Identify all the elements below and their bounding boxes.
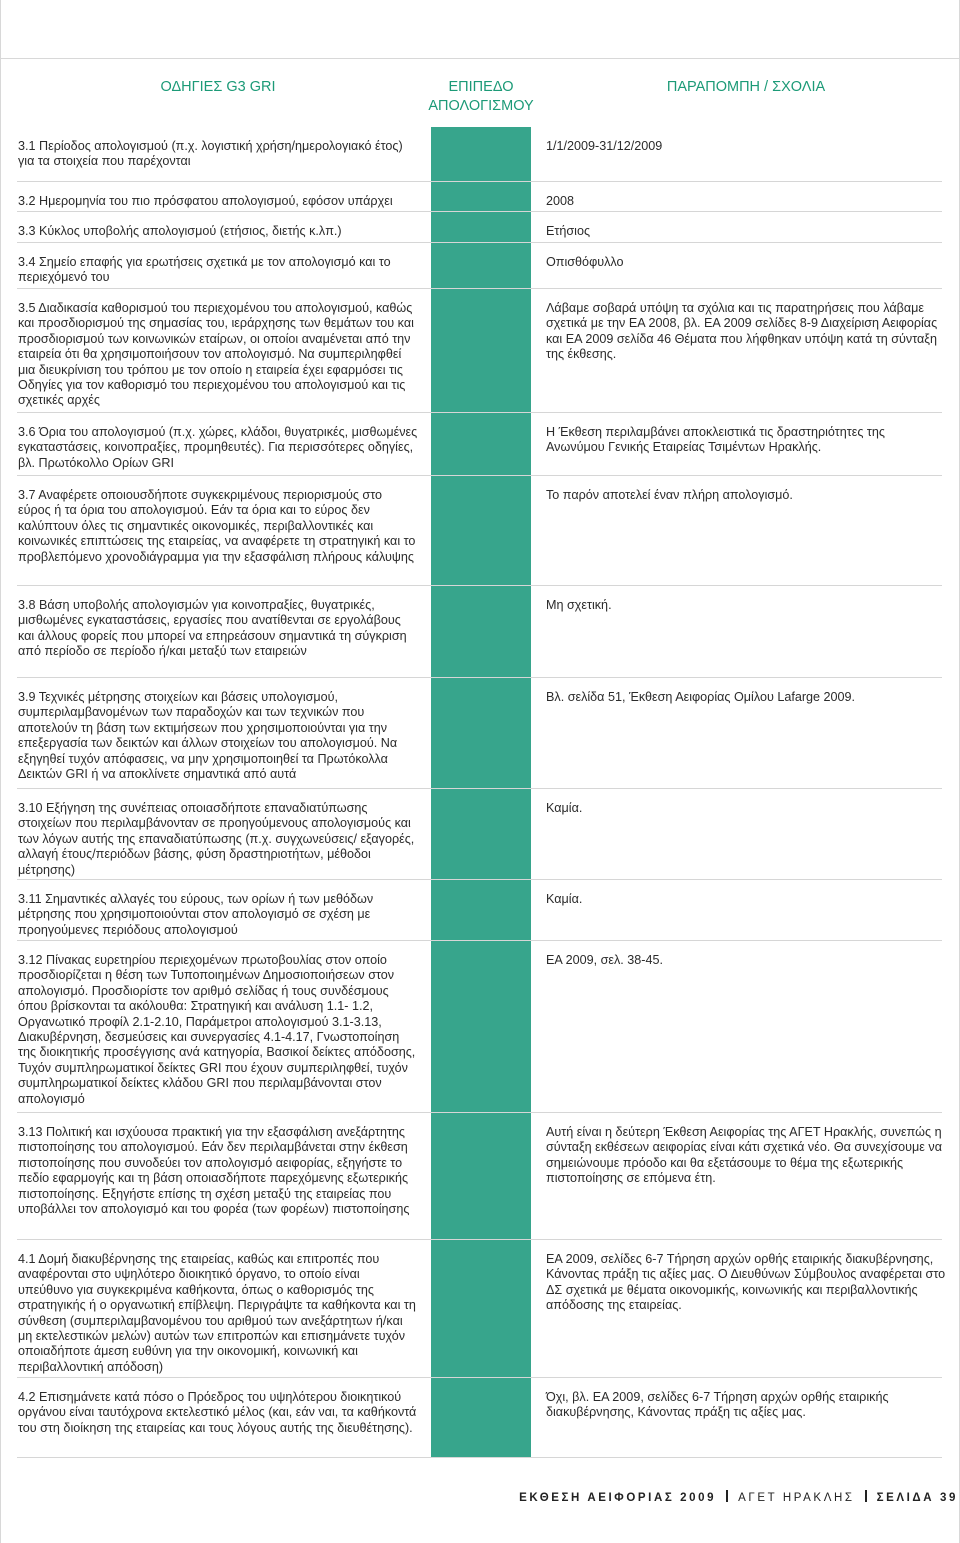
header-reporting-level-line1: ΕΠΙΠΕΔΟ	[448, 79, 514, 95]
header-reporting-level	[420, 78, 542, 116]
reference-text: Αυτή είναι η δεύτερη Έκθεση Αειφορίας της ΑΓΕΤ Ηρακλής, συνεπώς η σύνταξη εκθέσεων αειφορίας είναι κάτι σχετικά νέο. Θα συνεχίσουμε να σημειώνουμε πρόοδο και θα εξετάσουμε το θέμα της εξωτερικής πιστοποίησης σε επόμενα έτη.	[546, 1125, 942, 1186]
reference-text: Βλ. σελίδα 51, Έκθεση Αειφορίας Ομίλου Lafarge 2009.	[546, 690, 856, 704]
reference-text: ΕΑ 2009, σελ. 38-45.	[546, 953, 664, 967]
page-footer	[519, 1490, 958, 1504]
guideline-text: 3.1 Περίοδος απολογισμού (π.χ. λογιστική χρήση/ημερολογιακό έτος) για τα στοιχεία που παρέχονται	[18, 139, 403, 169]
reference-text: Οπισθόφυλλο	[546, 255, 624, 269]
reference-text: Λάβαμε σοβαρά υπόψη τα σχόλια και τις παρατηρήσεις που λάβαμε σχετικά με την ΕΑ 2008, βλ. ΕΑ 2009 σελίδες 8-9 Διαχείριση Αειφορίας και ΕΑ 2009 σελίδα 46 Θέματα που λήφθηκαν υπόψη κατά τη σύνταξη της έκθεσης.	[546, 301, 938, 362]
footer-company: ΑΓΕΤ ΗΡΑΚΛΗΣ	[738, 1492, 855, 1504]
table-row	[0, 1378, 960, 1458]
guideline-text: 3.13 Πολιτική και ισχύουσα πρακτική για την εξασφάλιση ανεξάρτητης πιστοποίησης του απολογισμού. Εάν δεν περιλαμβάνεται στην έκθεση πιστοποίησης που συνοδεύει τον απολογισμό αειφορίας, εξηγήστε το πεδίο εφαρμογής και τη βάση οποιασδήποτε παρεχόμενης εξωτερικής πιστοποίησης. Εξηγήστε επίσης τη σχέση μεταξύ της εταιρείας που υποβάλλει τον απολογισμό και του φορέα (των φορέων) πιστοποίησης	[18, 1125, 410, 1217]
table-row	[0, 127, 960, 182]
guideline-text: 3.5 Διαδικασία καθορισμού του περιεχομένου του απολογισμού, καθώς και προσδιορισμού της σημασίας του, ιεράρχησης των θεμάτων του και προσδιορισμού των κοινωνικών εταίρων, οι οποίοι αναμένεται από την εταιρεία ότι θα χρησιμοποιήσουν τον απολογισμό. Να συμπεριληφθεί μια διευκρίνιση του τρόπου με τον οποίο η εταιρεία έχει εφαρμόσει τις Οδηγίες για τον καθορισμό του περιεχομένου του απολογισμού και τις σχετικές αρχές	[18, 301, 414, 408]
reference-text: Η Έκθεση περιλαμβάνει αποκλειστικά τις δραστηριότητες της Ανωνύμου Γενικής Εταιρείας Τσιμέντων Ηρακλής.	[546, 425, 885, 455]
reference-text: Ετήσιος	[546, 224, 591, 238]
guideline-text: 3.4 Σημείο επαφής για ερωτήσεις σχετικά με τον απολογισμό και το περιεχόμενό του	[18, 255, 391, 285]
reference-text: Μη σχετική.	[546, 598, 612, 612]
guideline-text: 3.9 Τεχνικές μέτρησης στοιχείων και βάσεις υπολογισμού, συμπεριλαμβανομένων των παραδοχών και των τεχνικών που αποτελούν τη βάση των εκτιμήσεων που χρησιμοποιούνται για την επεξεργασία των δεικτών και άλλων στοιχείων του απολογισμού. Να εξηγηθεί τυχόν απόφασεις, να μην χρησιμοποιηθεί τα Πρωτόκολλα Δεικτών GRI ή να αποκλίνετε σημαντικά από αυτά	[18, 690, 398, 782]
table-row	[0, 1113, 960, 1240]
guideline-text: 3.12 Πίνακας ευρετηρίου περιεχομένων πρωτοβουλίας στον οποίο προσδιορίζεται η θέση των Τυποποιημένων Δημοσιοποιήσεων στον απολογισμό. Προσδιορίστε τον αριθμό σελίδας ή τους συνδέσμους όπου βρίσκονται τα ακόλουθα: Στρατηγική και ανάλυση 1.1- 1.2, Οργανωτικό προφίλ 2.1-2.10, Παράμετροι απολογισμού 3.1-3.13, Διακυβέρνηση, δεσμεύσεις και συνεργασίες 4.1-4.17, Γνωστοποίηση της διοικητικής προσέγγισης ανά κατηγορία, Βασικοί δείκτες απόδοσης, Τυχόν συμπληρωματικοί δείκτες GRI που έχουν συμπεριληφθεί, τυχόν συμπληρωματικοί δείκτες κλάδου GRI που περιλαμβάνονται στον απολογισμό	[18, 953, 416, 1106]
top-divider	[0, 58, 960, 59]
table-row	[0, 586, 960, 678]
reference-text: Καμία.	[546, 801, 583, 815]
guideline-text: 3.3 Κύκλος υποβολής απολογισμού (ετήσιος, διετής κ.λπ.)	[18, 224, 342, 238]
reference-text: Όχι, βλ. ΕΑ 2009, σελίδες 6-7 Τήρηση αρχών ορθής εταιρικής διακυβέρνησης, Κάνοντας πράξη τις αξίες μας.	[546, 1390, 889, 1420]
guideline-text: 3.8 Βάση υποβολής απολογισμών για κοινοπραξίες, θυγατρικές, μισθωμένες εγκαταστάσεις, εργασίες που ανατίθενται σε εργολάβους και άλλους φορείς που μπορεί να επηρεάσουν σημαντικά τη σύγκριση από περίοδο σε περίοδο ή/και μεταξύ των εταιρειών	[18, 598, 407, 659]
table-row	[0, 941, 960, 1113]
reference-text: Καμία.	[546, 892, 583, 906]
table-row	[0, 789, 960, 880]
guideline-text: 3.7 Αναφέρετε οποιουσδήποτε συγκεκριμένους περιορισμούς στο εύρος ή τα όρια του απολογισμού. Εάν τα όρια και το εύρος δεν καλύπτουν όλες τις σημαντικές οικονομικές, περιβαλλοντικές και κοινωνικές επιπτώσεις της εταιρείας, να αναφέρετε τη στρατηγική και το προβλεπόμενο χρονοδιάγραμμα για την εξασφάλιση πλήρους κάλυψης	[18, 488, 416, 564]
footer-divider	[865, 1490, 867, 1502]
reference-text: ΕΑ 2009, σελίδες 6-7 Τήρηση αρχών ορθής εταιρικής διακυβέρνησης, Κάνοντας πράξη τις αξίες μας. Ο Διευθύνων Σύμβουλος αναφέρεται στο ΔΣ σχετικά με θέματα οικονομικής, κοινωνικής και περιβαλλοντικής απόδοσης της εταιρείας.	[546, 1252, 946, 1313]
row-divider	[17, 1457, 942, 1458]
guideline-text: 4.1 Δομή διακυβέρνησης της εταιρείας, καθώς και επιτροπές που αναφέρονται στο υψηλότερο διοικητικό όργανο, το οποίο είναι υπεύθυνο για συγκεκριμένα καθήκοντα, όπως ο καθορισμός της στρατηγικής ή ο οργανωτική επίβλεψη. Περιγράψτε τα καθήκοντα και τη σύνθεση (συμπεριλαμβανομένου του αριθμού των ανεξάρτητων ή/και μη εκτελεστικών μελών) αυτών των επιτροπών και επισημάνετε τυχόν οποιαδήποτε άμεση ευθύνη για την οικονομική, κοινωνική και περιβαλλοντική απόδοση)	[18, 1252, 416, 1374]
guideline-text: 3.11 Σημαντικές αλλαγές του εύρους, των ορίων ή των μεθόδων μέτρησης που χρησιμοποιούνται στον απολογισμό σε σχέση με προηγούμενες περιόδους απολογισμού	[18, 892, 374, 937]
table-row	[0, 476, 960, 586]
reference-text: 2008	[546, 194, 575, 208]
table-row	[0, 413, 960, 476]
table-row	[0, 678, 960, 789]
header-guidelines: ΟΔΗΓΙΕΣ G3 GRI	[160, 79, 276, 95]
guideline-text: 4.2 Επισημάνετε κατά πόσο ο Πρόεδρος του υψηλότερου διοικητικού οργάνου είναι ταυτόχρονα εκτελεστικό μέλος (και, εάν ναι, τα καθήκοντά του στη διοίκηση της εταιρείας και τους λόγους αυτής της διευθέτησης).	[18, 1390, 417, 1435]
header-reporting-level-line2: ΑΠΟΛΟΓΙΣΜΟΥ	[428, 98, 534, 114]
footer-page-number: ΣΕΛΙΔΑ 39	[876, 1492, 958, 1504]
table-row	[0, 243, 960, 289]
guideline-text: 3.10 Εξήγηση της συνέπειας οποιασδήποτε επαναδιατύπωσης στοιχείων που περιλαμβάνονταν σε προηγούμενους απολογισμούς και των λόγων αυτής της επαναδιατύπωσης (π.χ. συγχωνεύσεις/ εξαγορές, αλλαγή έτους/περιόδων βάσης, φύση δραστηριοτήτων, μέθοδοι μέτρησης)	[18, 801, 415, 877]
table-row	[0, 880, 960, 941]
table-row	[0, 182, 960, 212]
table-row	[0, 212, 960, 243]
footer-divider	[726, 1490, 728, 1502]
header-references: ΠΑΡΑΠΟΜΠΗ / ΣΧΟΛΙΑ	[666, 79, 826, 95]
reference-text: Το παρόν αποτελεί έναν πλήρη απολογισμό.	[546, 488, 793, 502]
reference-text: 1/1/2009-31/12/2009	[546, 139, 663, 153]
table-row	[0, 1240, 960, 1378]
guideline-text: 3.2 Ημερομηνία του πιο πρόσφατου απολογισμού, εφόσον υπάρχει	[18, 194, 393, 208]
table-row	[0, 289, 960, 413]
guideline-text: 3.6 Όρια του απολογισμού (π.χ. χώρες, κλάδοι, θυγατρικές, μισθωμένες εγκαταστάσεις, κοινοπραξίες, προμηθευτές). Για περισσότερες οδηγίες, βλ. Πρωτόκολλο Ορίων GRI	[18, 425, 418, 470]
footer-report-title: ΕΚΘΕΣΗ ΑΕΙΦΟΡΙΑΣ 2009	[519, 1492, 717, 1504]
